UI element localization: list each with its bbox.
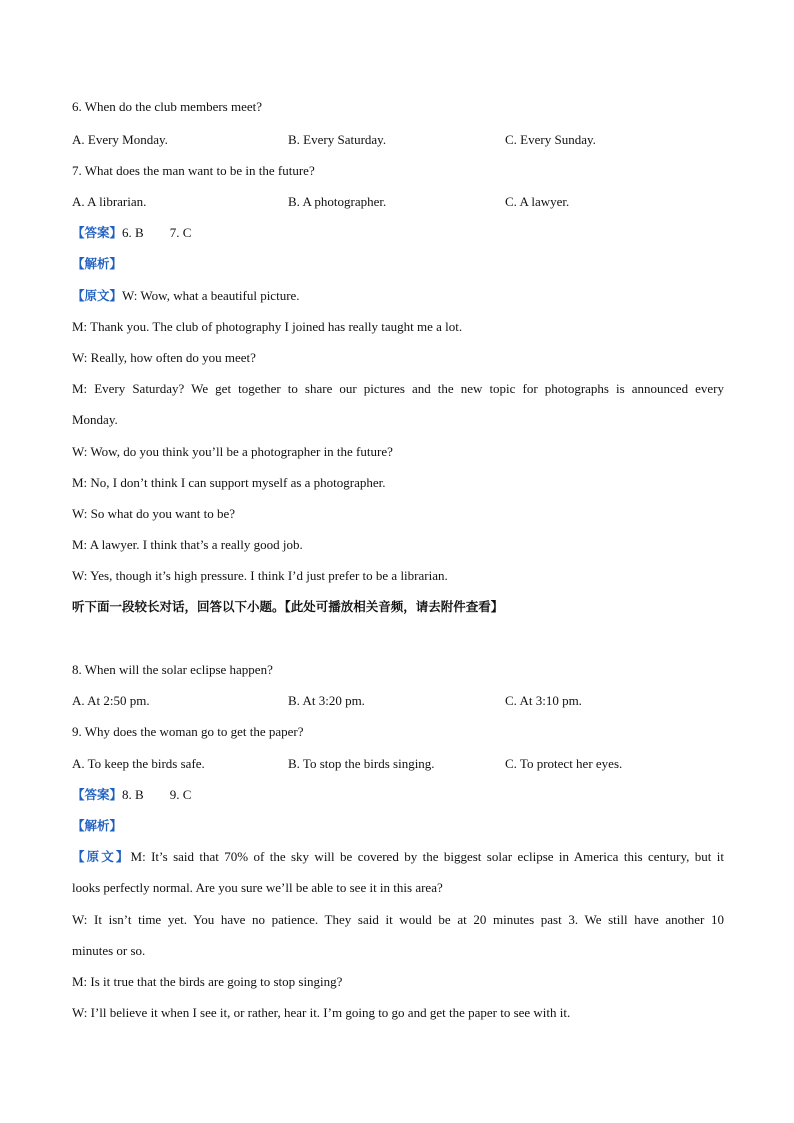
- transcript-line: M: Is it true that the birds are going to stop singing?: [72, 974, 343, 989]
- transcript-line: M: Thank you. The club of photography I joined has really taught me a lot.: [72, 319, 463, 334]
- transcript-line: M: No, I don’t think I can support myself as a photographer.: [72, 475, 386, 490]
- answer-7: 7. C: [169, 225, 192, 240]
- transcript-line: W: Really, how often do you meet?: [72, 350, 256, 365]
- answer-9: 9. C: [169, 787, 192, 802]
- answer-tag: 【答案】: [72, 787, 123, 802]
- transcript-tag: 【原文】: [72, 288, 123, 303]
- transcript-line: looks perfectly normal. Are you sure we’ll be able to see it in this area?: [72, 880, 443, 895]
- q6-option-b: B. Every Saturday.: [288, 132, 387, 147]
- transcript-line: 【原文】W: Wow, what a beautiful picture.: [72, 288, 300, 303]
- q9-option-b: B. To stop the birds singing.: [288, 756, 435, 771]
- transcript-line: W: Wow, do you think you’ll be a photographer in the future?: [72, 444, 393, 459]
- answer-line-2: [72, 787, 724, 803]
- transcript-line: W: So what do you want to be?: [72, 506, 236, 521]
- q7-option-b: B. A photographer.: [288, 194, 387, 209]
- transcript-line: M: Every Saturday? We get together to share our pictures and the new topic for photographs is announced every: [72, 381, 724, 396]
- transcript-tag: 【原文】: [72, 849, 131, 864]
- question-8: 8. When will the solar eclipse happen?: [72, 662, 273, 677]
- transcript-line: W: Yes, though it’s high pressure. I think I’d just prefer to be a librarian.: [72, 568, 448, 583]
- transcript-line: minutes or so.: [72, 943, 146, 958]
- q6-option-c: C. Every Sunday.: [505, 132, 596, 147]
- transcript-line: Monday.: [72, 412, 118, 427]
- transcript-line: M: A lawyer. I think that’s a really good job.: [72, 537, 303, 552]
- transcript-line: W: I’ll believe it when I see it, or rather, hear it. I’m going to go and get the paper to see with it.: [72, 1005, 571, 1020]
- answer-line-1: [72, 225, 724, 241]
- analysis-tag: 【解析】: [72, 256, 123, 271]
- q8-option-b: B. At 3:20 pm.: [288, 693, 365, 708]
- q7-option-c: C. A lawyer.: [505, 194, 570, 209]
- q7-option-a: A. A librarian.: [72, 194, 147, 209]
- q6-option-a: A. Every Monday.: [72, 132, 168, 147]
- q9-option-a: A. To keep the birds safe.: [72, 756, 205, 771]
- answer-tag: 【答案】: [72, 225, 123, 240]
- transcript-line: 【原文】M: It’s said that 70% of the sky will be covered by the biggest solar eclipse in America this century, but it: [72, 849, 724, 864]
- answer-6: 6. B: [122, 225, 144, 240]
- q9-option-c: C. To protect her eyes.: [505, 756, 623, 771]
- analysis-line-2: [72, 818, 724, 834]
- analysis-tag: 【解析】: [72, 818, 123, 833]
- q8-option-c: C. At 3:10 pm.: [505, 693, 582, 708]
- question-9: 9. Why does the woman go to get the paper?: [72, 724, 304, 739]
- answer-8: 8. B: [122, 787, 144, 802]
- question-6: 6. When do the club members meet?: [72, 99, 263, 114]
- transcript-line: W: It isn’t time yet. You have no patience. They said it would be at 20 minutes past 3. We still have another 10: [72, 912, 724, 927]
- q8-option-a: A. At 2:50 pm.: [72, 693, 150, 708]
- listening-instruction: 听下面一段较长对话，回答以下小题。【此处可播放相关音频，请去附件查看】: [72, 599, 504, 614]
- question-7: 7. What does the man want to be in the future?: [72, 163, 315, 178]
- analysis-line-1: [72, 256, 724, 272]
